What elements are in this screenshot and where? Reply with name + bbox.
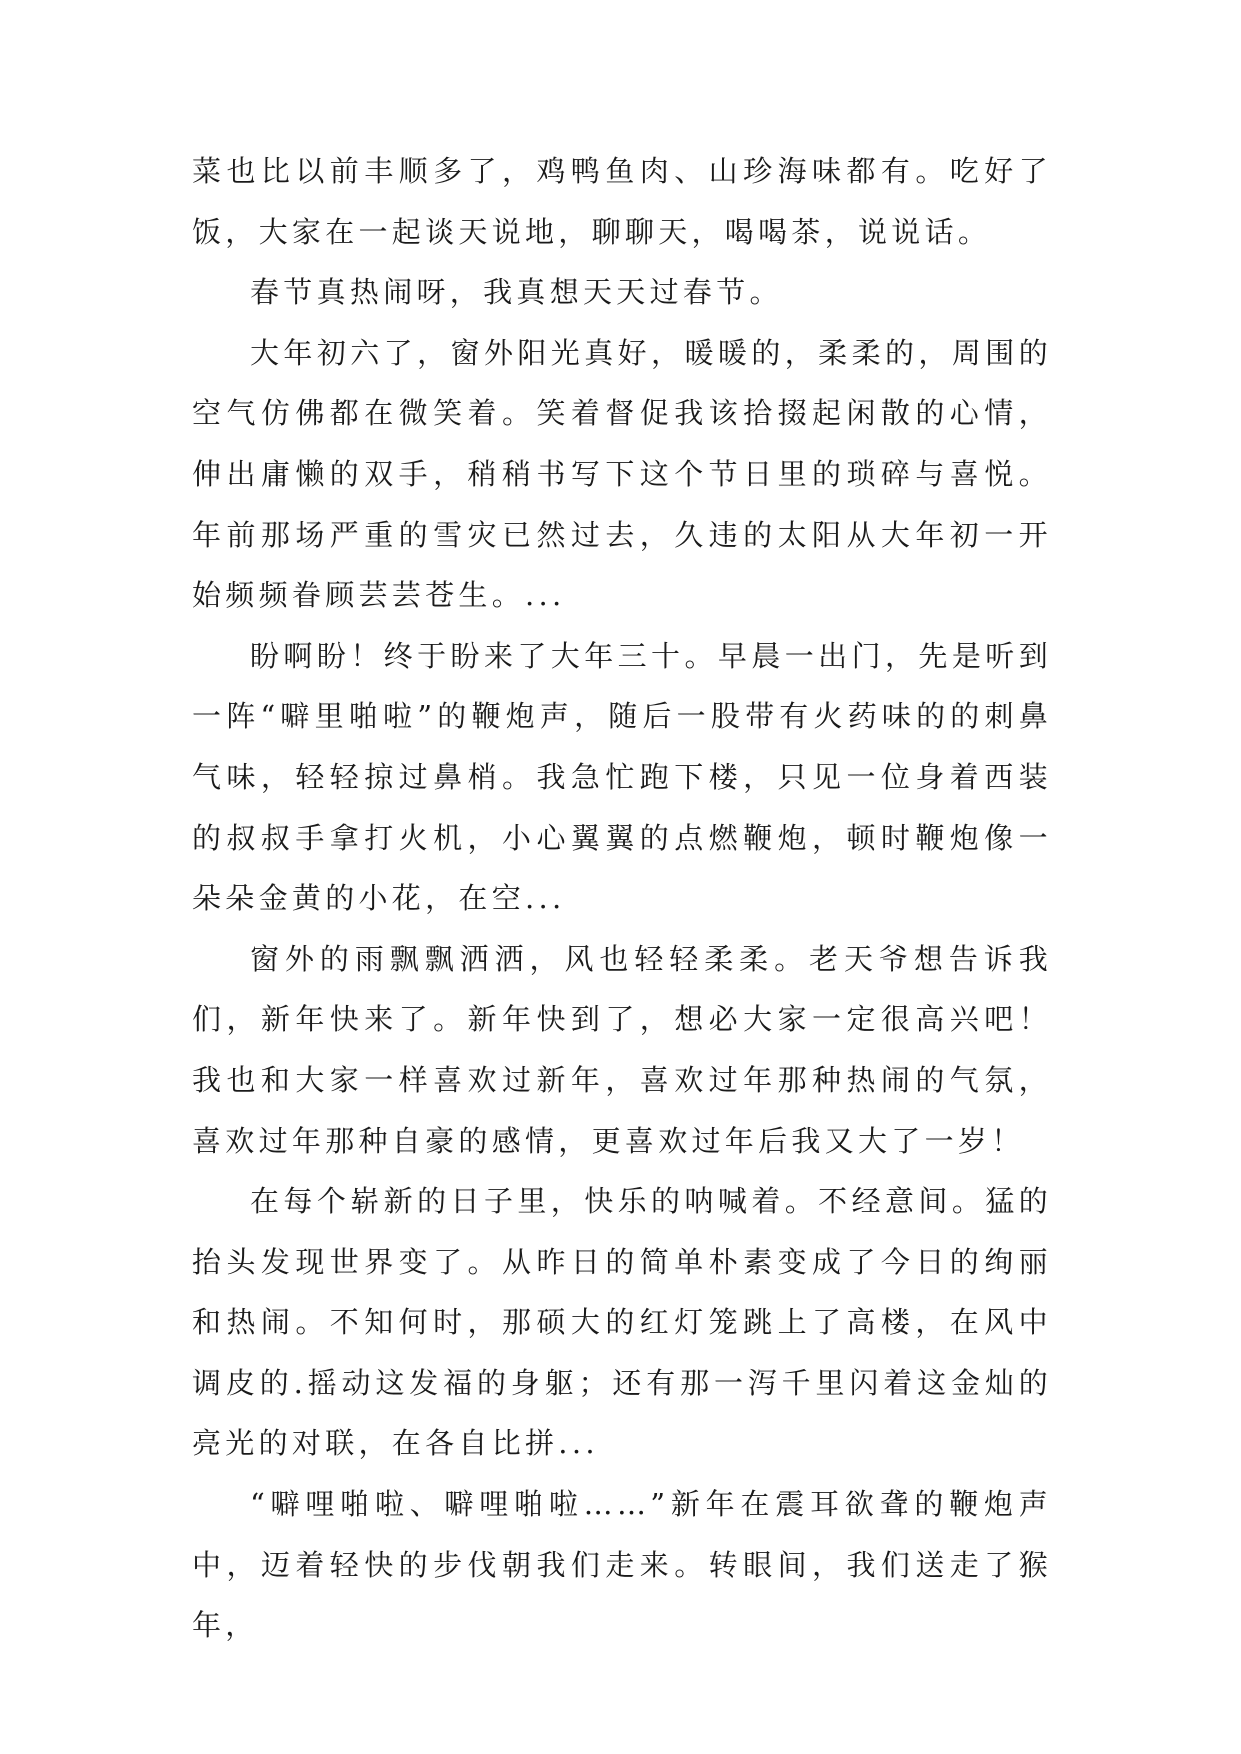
document-body	[192, 141, 1052, 1656]
paragraph-7: “噼哩啪啦、噼哩啪啦……”新年在震耳欲聋的鞭炮声中，迈着轻快的步伐朝我们走来。转眼间，我们送走了猴年，	[192, 1487, 1052, 1643]
paragraph-1: 菜也比以前丰顺多了，鸡鸭鱼肉、山珍海味都有。吃好了饭，大家在一起谈天说地，聊聊天，喝喝茶，说说话。	[192, 154, 1052, 249]
paragraph-6: 在每个崭新的日子里，快乐的呐喊着。不经意间。猛的抬头发现世界变了。从昨日的简单朴素变成了今日的绚丽和热闹。不知何时，那硕大的红灯笼跳上了高楼，在风中调皮的.摇动这发福的身躯；还有那一泻千里闪着这金灿的亮光的对联，在各自比拼...	[192, 1184, 1052, 1461]
paragraph-5: 窗外的雨飘飘洒洒，风也轻轻柔柔。老天爷想告诉我们，新年快来了。新年快到了，想必大家一定很高兴吧！我也和大家一样喜欢过新年，喜欢过年那种热闹的气氛，喜欢过年那种自豪的感情，更喜欢过年后我又大了一岁！	[192, 941, 1052, 1158]
paragraph-3: 大年初六了，窗外阳光真好，暖暖的，柔柔的，周围的空气仿佛都在微笑着。笑着督促我该拾掇起闲散的心情，伸出庸懒的双手，稍稍书写下这个节日里的琐碎与喜悦。年前那场严重的雪灾已然过去，久违的太阳从大年初一开始频频眷顾芸芸苍生。...	[192, 335, 1052, 613]
paragraph-2: 春节真热闹呀，我真想天天过春节。	[250, 275, 783, 310]
paragraph-4: 盼啊盼！终于盼来了大年三十。早晨一出门，先是听到一阵“噼里啪啦”的鞭炮声，随后一股带有火药味的的刺鼻气味，轻轻掠过鼻梢。我急忙跑下楼，只见一位身着西装的叔叔手拿打火机，小心翼翼的点燃鞭炮，顿时鞭炮像一朵朵金黄的小花，在空...	[192, 638, 1052, 916]
